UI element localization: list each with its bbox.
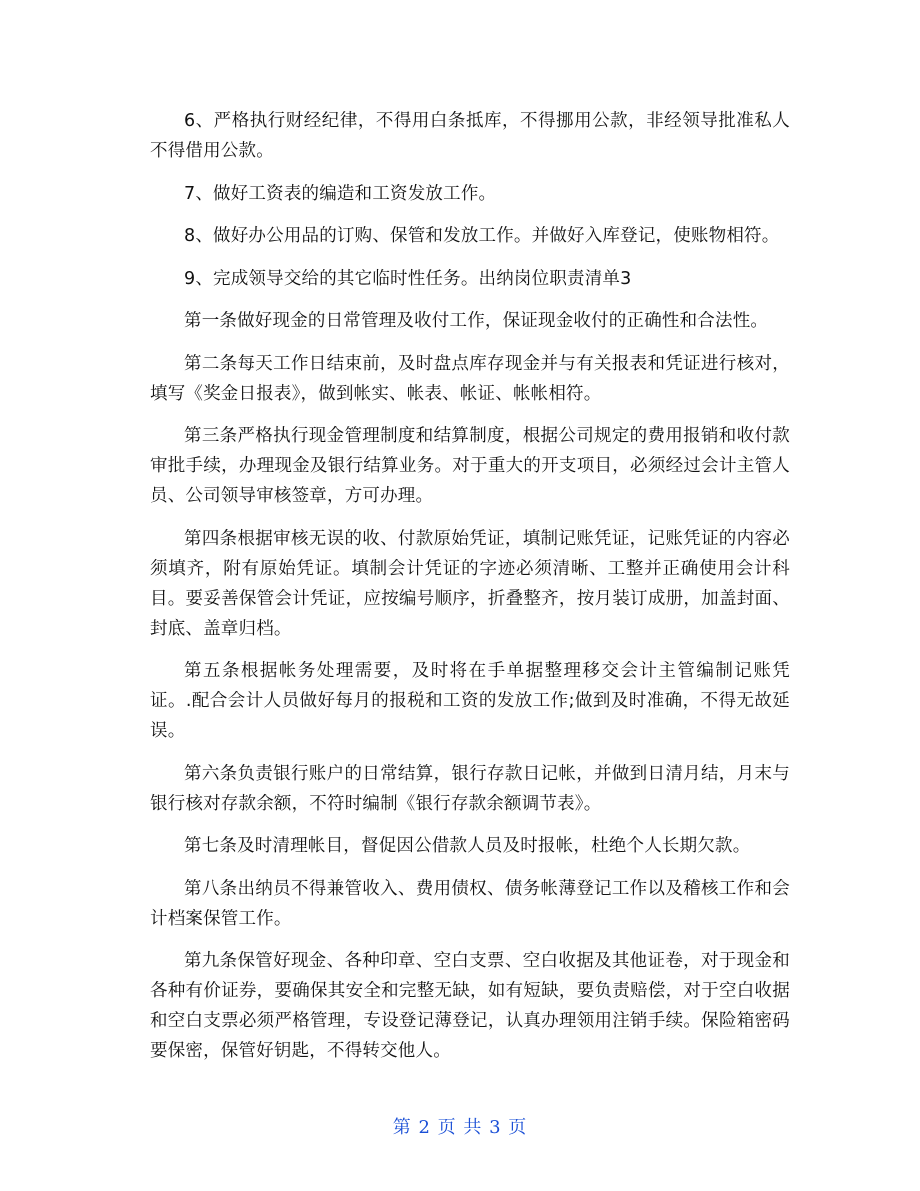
paragraph-article-9: 第九条保管好现金、各种印章、空白支票、空白收据及其他证卷，对于现金和各种有价证券，要确保其安全和完整无缺，如有短缺，要负责赔偿，对于空白收据和空白支票必须严格管理，专设登记薄登记，认真办理领用注销手续。保险箱密码要保密，保管好钥匙，不得转交他人。 <box>150 951 790 1061</box>
paragraph-article-3: 第三条严格执行现金管理制度和结算制度，根据公司规定的费用报销和收付款审批手续，办理现金及银行结算业务。对于重大的开支项目，必须经过会计主管人员、公司领导审核签章，方可办理。 <box>150 426 790 506</box>
document-body <box>150 106 790 1079</box>
paragraph-rule-7: 7、做好工资表的编造和工资发放工作。 <box>184 183 497 204</box>
paragraph-article-5: 第五条根据帐务处理需要，及时将在手单据整理移交会计主管编制记账凭证。.配合会计人员做好每月的报税和工资的发放工作;做到及时准确，不得无故延误。 <box>150 661 790 741</box>
paragraph-article-8: 第八条出纳员不得兼管收入、费用债权、债务帐薄登记工作以及稽核工作和会计档案保管工作。 <box>150 878 790 929</box>
paragraph-article-2: 第二条每天工作日结束前，及时盘点库存现金并与有关报表和凭证进行核对，填写《奖金日报表》，做到帐实、帐表、帐证、帐帐相符。 <box>150 353 790 404</box>
page-number-footer: 第 2 页 共 3 页 <box>392 1117 528 1138</box>
paragraph-article-7: 第七条及时清理帐目，督促因公借款人员及时报帐，杜绝个人长期欠款。 <box>184 836 751 856</box>
paragraph-article-1: 第一条做好现金的日常管理及收付工作，保证现金收付的正确性和合法性。 <box>184 311 769 331</box>
paragraph-rule-6: 6、严格执行财经纪律，不得用白条抵库，不得挪用公款，非经领导批准私人不得借用公款。 <box>150 111 790 161</box>
paragraph-rule-9: 9、完成领导交给的其它临时性任务。出纳岗位职责清单3 <box>184 268 632 289</box>
paragraph-article-4: 第四条根据审核无误的收、付款原始凭证，填制记账凭证，记账凭证的内容必须填齐，附有原始凭证。填制会计凭证的字迹必须清晰、工整并正确使用会计科目。要妥善保管会计凭证，应按编号顺序，折叠整齐，按月装订成册，加盖封面、封底、盖章归档。 <box>150 528 790 639</box>
paragraph-rule-8: 8、做好办公用品的订购、保管和发放工作。并做好入库登记，使账物相符。 <box>184 226 780 246</box>
paragraph-article-6: 第六条负责银行账户的日常结算，银行存款日记帐，并做到日清月结，月末与银行核对存款余额，不符时编制《银行存款余额调节表》。 <box>150 763 790 814</box>
